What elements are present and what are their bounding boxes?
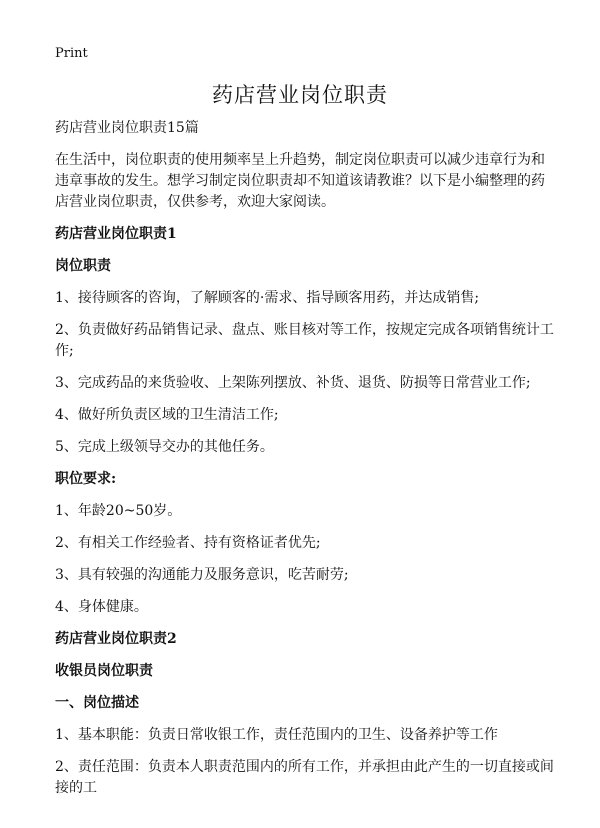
subsection-heading: 职位要求: <box>55 471 117 487</box>
intro-paragraph: 在生活中，岗位职责的使用频率呈上升趋势，制定岗位职责可以减少违章行为和违章事故的发生。想学习制定岗位职责却不知道该请教谁？以下是小编整理的药店营业岗位职责，仅供参考，欢迎大家阅读。 <box>55 152 545 210</box>
subsection-heading: 收银员岗位职责 <box>55 663 153 679</box>
list-item: 4、身体健康。 <box>55 599 148 615</box>
print-link[interactable]: Print <box>55 46 88 61</box>
list-item: 2、负责做好药品销售记录、盘点、账目核对等工作，按规定完成各项销售统计工作; <box>55 322 554 359</box>
list-item: 4、做好所负责区域的卫生清洁工作; <box>55 407 279 423</box>
doc-subtitle: 药店营业岗位职责15篇 <box>55 120 199 136</box>
document-title: 药店营业岗位职责 <box>212 83 388 107</box>
list-item: 5、完成上级领导交办的其他任务。 <box>55 439 274 455</box>
section-heading: 药店营业岗位职责2 <box>55 631 177 647</box>
list-item: 1、接待顾客的咨询，了解顾客的·需求、指导顾客用药，并达成销售; <box>55 290 480 306</box>
list-item: 3、完成药品的来货验收、上架陈列摆放、补货、退货、防损等日常营业工作; <box>55 375 531 391</box>
list-item: 2、责任范围：负责本人职责范围内的所有工作，并承担由此产生的一切直接或间接的工 <box>55 759 554 796</box>
section-heading: 药店营业岗位职责1 <box>55 226 177 242</box>
subsection-heading: 岗位职责 <box>55 258 111 274</box>
list-item: 3、具有较强的沟通能力及服务意识，吃苦耐劳; <box>55 567 349 583</box>
document-body <box>55 118 555 810</box>
list-item: 1、基本职能：负责日常收银工作，责任范围内的卫生、设备养护等工作 <box>55 727 498 743</box>
list-item: 1、年龄20~50岁。 <box>55 503 182 519</box>
subsection-heading: 一、岗位描述 <box>55 695 139 711</box>
list-item: 2、有相关工作经验者、持有资格证者优先; <box>55 535 321 551</box>
